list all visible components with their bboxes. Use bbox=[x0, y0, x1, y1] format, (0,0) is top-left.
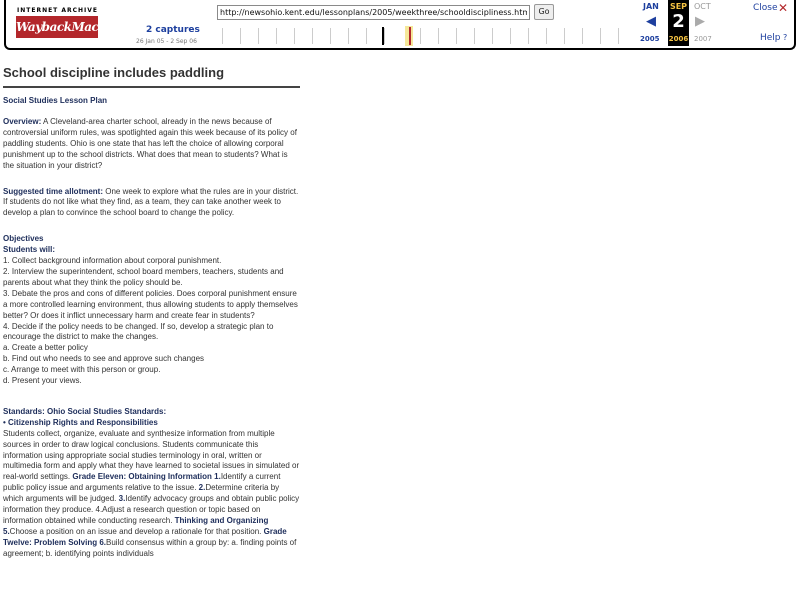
day-current: 2 bbox=[672, 11, 685, 32]
page-subtitle: Social Studies Lesson Plan bbox=[3, 96, 108, 105]
logo-top-text: INTERNET ARCHIVE bbox=[17, 7, 99, 14]
timeline-tick bbox=[492, 28, 493, 44]
objectives-list bbox=[3, 256, 300, 387]
x-icon[interactable]: ✕ bbox=[778, 1, 789, 15]
time-allotment-text: One week to explore what the rules are in your district. If students do not like what they find, as a team, they can take another week to develop a plan to convince the school board to change the policy. bbox=[3, 186, 299, 218]
article bbox=[3, 64, 300, 560]
capture-bar[interactable] bbox=[382, 27, 384, 45]
standards-intro: Students collect, organize, evaluate and synthesize information from multiple sources in order to draw logical conclusions. Students communicate this information using appropriate social studies terminology in oral, written or multimedia form and apply what they have learned to societal issues in simulated or real-world settings. bbox=[3, 428, 300, 482]
current-capture-box bbox=[668, 0, 689, 46]
objectives-heading: Objectives bbox=[3, 234, 44, 244]
capture-range: 26 Jan 05 - 2 Sep 06 bbox=[136, 38, 197, 45]
objective-item: b. Find out who needs to see and approve such changes bbox=[3, 354, 205, 364]
captures-link[interactable]: 2 captures bbox=[146, 25, 200, 35]
grade-twelve-label: Grade Twelve: Problem Solving 6. bbox=[3, 526, 287, 547]
grade-eleven-num-3: 3. bbox=[118, 494, 126, 504]
thinking-organizing-text: Choose a position on an issue and develop a rationale for that position. bbox=[9, 526, 264, 536]
objective-item: 4. Decide if the policy needs to be changed. If so, develop a strategic plan to encourage the district to make the changes. bbox=[3, 321, 274, 342]
timeline-tick bbox=[528, 28, 529, 44]
timeline-tick bbox=[330, 28, 331, 44]
year-current: 2006 bbox=[668, 35, 689, 43]
timeline-tick bbox=[240, 28, 241, 44]
grade-eleven-text-3: Identify advocacy groups and obtain public policy information they produce. 4.Adjust a research question or topic based on information obtained while conducting research. bbox=[3, 494, 300, 525]
month-prev[interactable]: JAN bbox=[643, 2, 659, 11]
question-icon[interactable]: ? bbox=[783, 33, 788, 42]
time-allotment-paragraph bbox=[3, 187, 300, 220]
timeline-tick bbox=[564, 28, 565, 44]
logo-main-text: WaybackMachine bbox=[16, 16, 98, 38]
grade-eleven-num-2: 2. bbox=[198, 483, 206, 493]
standards-heading: Standards: Ohio Social Studies Standards: bbox=[3, 406, 167, 416]
year-next: 2007 bbox=[694, 35, 712, 43]
overview-paragraph bbox=[3, 117, 300, 172]
timeline-tick bbox=[600, 28, 601, 44]
wayback-logo[interactable] bbox=[16, 6, 126, 42]
timeline-tick bbox=[312, 28, 313, 44]
objectives-subheading: Students will: bbox=[3, 245, 55, 255]
timeline-tick bbox=[474, 28, 475, 44]
timeline-tick bbox=[546, 28, 547, 44]
timeline-tick bbox=[438, 28, 439, 44]
help-link[interactable]: Help bbox=[760, 33, 781, 43]
timeline-tick bbox=[258, 28, 259, 44]
objective-item: 2. Interview the superintendent, school board members, teachers, students and parents about what they think the policy should be. bbox=[3, 266, 284, 287]
objective-item: 3. Debate the pros and cons of different policies. Does corporal punishment ensure a more controlled learning environment, thus allowing students to apply themselves better? Or does it inflict unnecessary harm and create fear in students? bbox=[3, 288, 298, 320]
objective-item: d. Present your views. bbox=[3, 376, 82, 386]
url-input[interactable] bbox=[217, 5, 530, 20]
grade-eleven-text-2: Determine criteria by which arguments will be judged. bbox=[3, 483, 280, 504]
go-button[interactable]: Go bbox=[534, 4, 554, 20]
timeline-tick bbox=[348, 28, 349, 44]
timeline-tick bbox=[456, 28, 457, 44]
grade-eleven-text-1: Identify a current public policy issue and arguments relative to the issue. bbox=[3, 472, 281, 493]
close-link[interactable]: Close bbox=[753, 3, 778, 13]
standards-paragraph bbox=[3, 429, 300, 560]
timeline-tick bbox=[384, 28, 385, 44]
objective-item: a. Create a better policy bbox=[3, 343, 88, 353]
thinking-organizing-label: Thinking and Organizing 5. bbox=[3, 516, 269, 536]
title-divider bbox=[3, 86, 300, 88]
objective-item: c. Arrange to meet with this person or group. bbox=[3, 365, 161, 375]
timeline-tick bbox=[276, 28, 277, 44]
year-prev[interactable]: 2005 bbox=[640, 35, 660, 43]
timeline-tick bbox=[618, 28, 619, 44]
wayback-toolbar bbox=[0, 0, 800, 52]
objective-item: 1. Collect background information about corporal punishment. bbox=[3, 256, 222, 266]
page-title: School discipline includes paddling bbox=[3, 65, 225, 80]
time-allotment-label: Suggested time allotment: bbox=[3, 186, 104, 196]
month-next: OCT bbox=[694, 2, 711, 11]
overview-label: Overview: bbox=[3, 117, 42, 126]
overview-text: A Cleveland-area charter school, already in the news because of controversial uniform rules, was spotlighted again this week because of its policy of paddling students. Ohio is one state that has left the choice of allowing corporal punishment up to the school districts. What does that mean to students? What is the situation in your district? bbox=[3, 117, 297, 170]
standards-bullet: • Citizenship Rights and Responsibilities bbox=[3, 417, 158, 427]
timeline-tick bbox=[420, 28, 421, 44]
timeline-tick bbox=[510, 28, 511, 44]
right-triangle-icon: ▶ bbox=[695, 14, 705, 29]
grade-twelve-text: Build consensus within a group by: a. finding points of agreement; b. identifying points individuals bbox=[3, 537, 297, 558]
timeline-tick bbox=[366, 28, 367, 44]
timeline-tick bbox=[582, 28, 583, 44]
capture-timeline[interactable] bbox=[212, 26, 636, 46]
timeline-tick bbox=[222, 28, 223, 44]
timeline-tick bbox=[294, 28, 295, 44]
capture-bar-current[interactable] bbox=[409, 27, 411, 45]
month-current: SEP bbox=[669, 2, 688, 11]
grade-eleven-label: Grade Eleven: Obtaining Information 1. bbox=[72, 472, 221, 482]
left-triangle-icon[interactable]: ◀ bbox=[646, 14, 656, 29]
